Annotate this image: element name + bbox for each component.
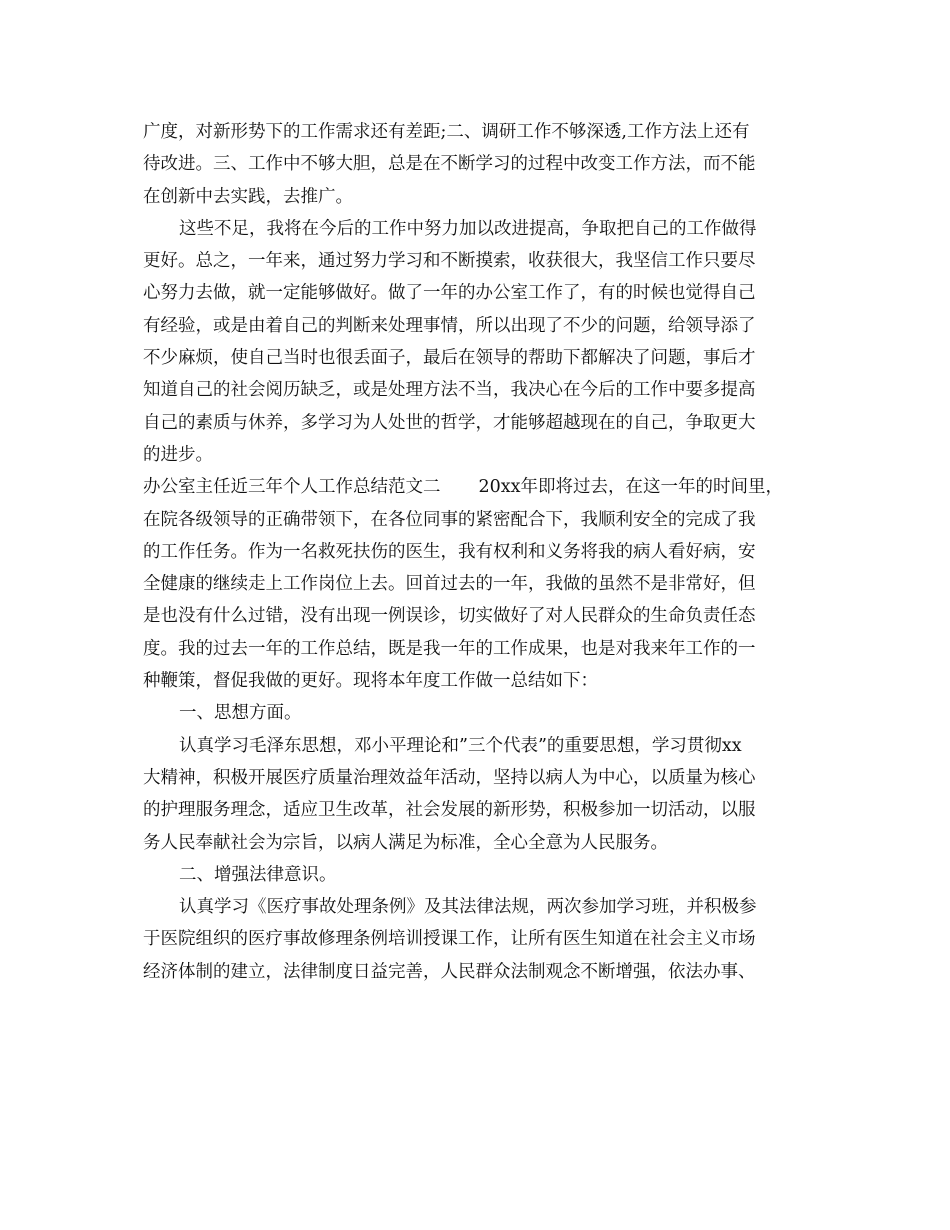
text-line-21: 大精神，积极开展医疗质量治理效益年活动，坚持以病人为中心，以质量为核心 <box>143 767 756 788</box>
text-line-9: 知道自己的社会阅历缺乏，或是处理方法不当，我决心在今后的工作中要多提高 <box>143 380 756 401</box>
text-line-8: 不少麻烦，使自己当时也很丢面子，最后在领导的帮助下都解决了问题，事后才 <box>143 348 756 369</box>
text-line-7: 有经验，或是由着自己的判断来处理事情，所以出现了不少的问题，给领导添了 <box>143 315 756 336</box>
text-line-10: 自己的素质与休养，多学习为人处世的哲学，才能够超越现在的自己，争取更大 <box>143 412 756 433</box>
text-line-16: 是也没有什么过错，没有出现一例误诊，切实做好了对人民群众的生命负责任态 <box>143 606 756 627</box>
text-line-11: 的进步。 <box>143 444 213 465</box>
text-line-2: 待改进。三、工作中不够大胆，总是在不断学习的过程中改变工作方法，而不能 <box>143 154 756 175</box>
text-line-17: 度。我的过去一年的工作总结，既是我一年的工作成果，也是对我来年工作的一 <box>143 638 756 659</box>
document-body <box>143 116 813 988</box>
text-line-18: 种鞭策，督促我做的更好。现将本年度工作做一总结如下： <box>143 671 598 692</box>
text-line-27: 经济体制的建立，法律制度日益完善，人民群众法制观念不断增强，依法办事、 <box>143 961 756 982</box>
text-line-24: 二、增强法律意识。 <box>179 864 337 885</box>
text-line-3: 在创新中去实践，去推广。 <box>143 186 353 207</box>
text-line-23: 务人民奉献社会为宗旨，以病人满足为标准，全心全意为人民服务。 <box>143 832 668 853</box>
text-line-4: 这些不足，我将在今后的工作中努力加以改进提高，争取把自己的工作做得 <box>179 218 757 239</box>
text-line-26: 于医院组织的医疗事故修理条例培训授课工作，让所有医生知道在社会主义市场 <box>143 929 756 950</box>
section-opening: 20xx年即将过去，在这一年的时间里， <box>478 477 784 498</box>
text-line-15: 全健康的继续走上工作岗位上去。回首过去的一年，我做的虽然不是非常好，但 <box>143 574 756 595</box>
text-line-20: 认真学习毛泽东思想，邓小平理论和”三个代表”的重要思想，学习贯彻xx <box>179 735 742 756</box>
text-line-25: 认真学习《医疗事故处理条例》及其法律法规，两次参加学习班，并积极参 <box>179 897 757 918</box>
text-line-1: 广度，对新形势下的工作需求还有差距;二、调研工作不够深透,工作方法上还有 <box>143 122 750 142</box>
text-line-5: 更好。总之，一年来，通过努力学习和不断摸索，收获很大，我坚信工作只要尽 <box>143 251 756 272</box>
text-line-19: 一、思想方面。 <box>179 703 302 724</box>
section-heading: 办公室主任近三年个人工作总结范文二 <box>143 477 441 498</box>
text-line-12 <box>143 471 813 503</box>
text-line-13: 在院各级领导的正确带领下，在各位同事的紧密配合下，我顺利安全的完成了我 <box>143 509 756 530</box>
text-line-14: 的工作任务。作为一名救死扶伤的医生，我有权利和义务将我的病人看好病，安 <box>143 541 756 562</box>
text-line-6: 心努力去做，就一定能够做好。做了一年的办公室工作了，有的时候也觉得自己 <box>143 283 756 304</box>
text-line-22: 的护理服务理念，适应卫生改革，社会发展的新形势，积极参加一切活动，以服 <box>143 800 756 821</box>
